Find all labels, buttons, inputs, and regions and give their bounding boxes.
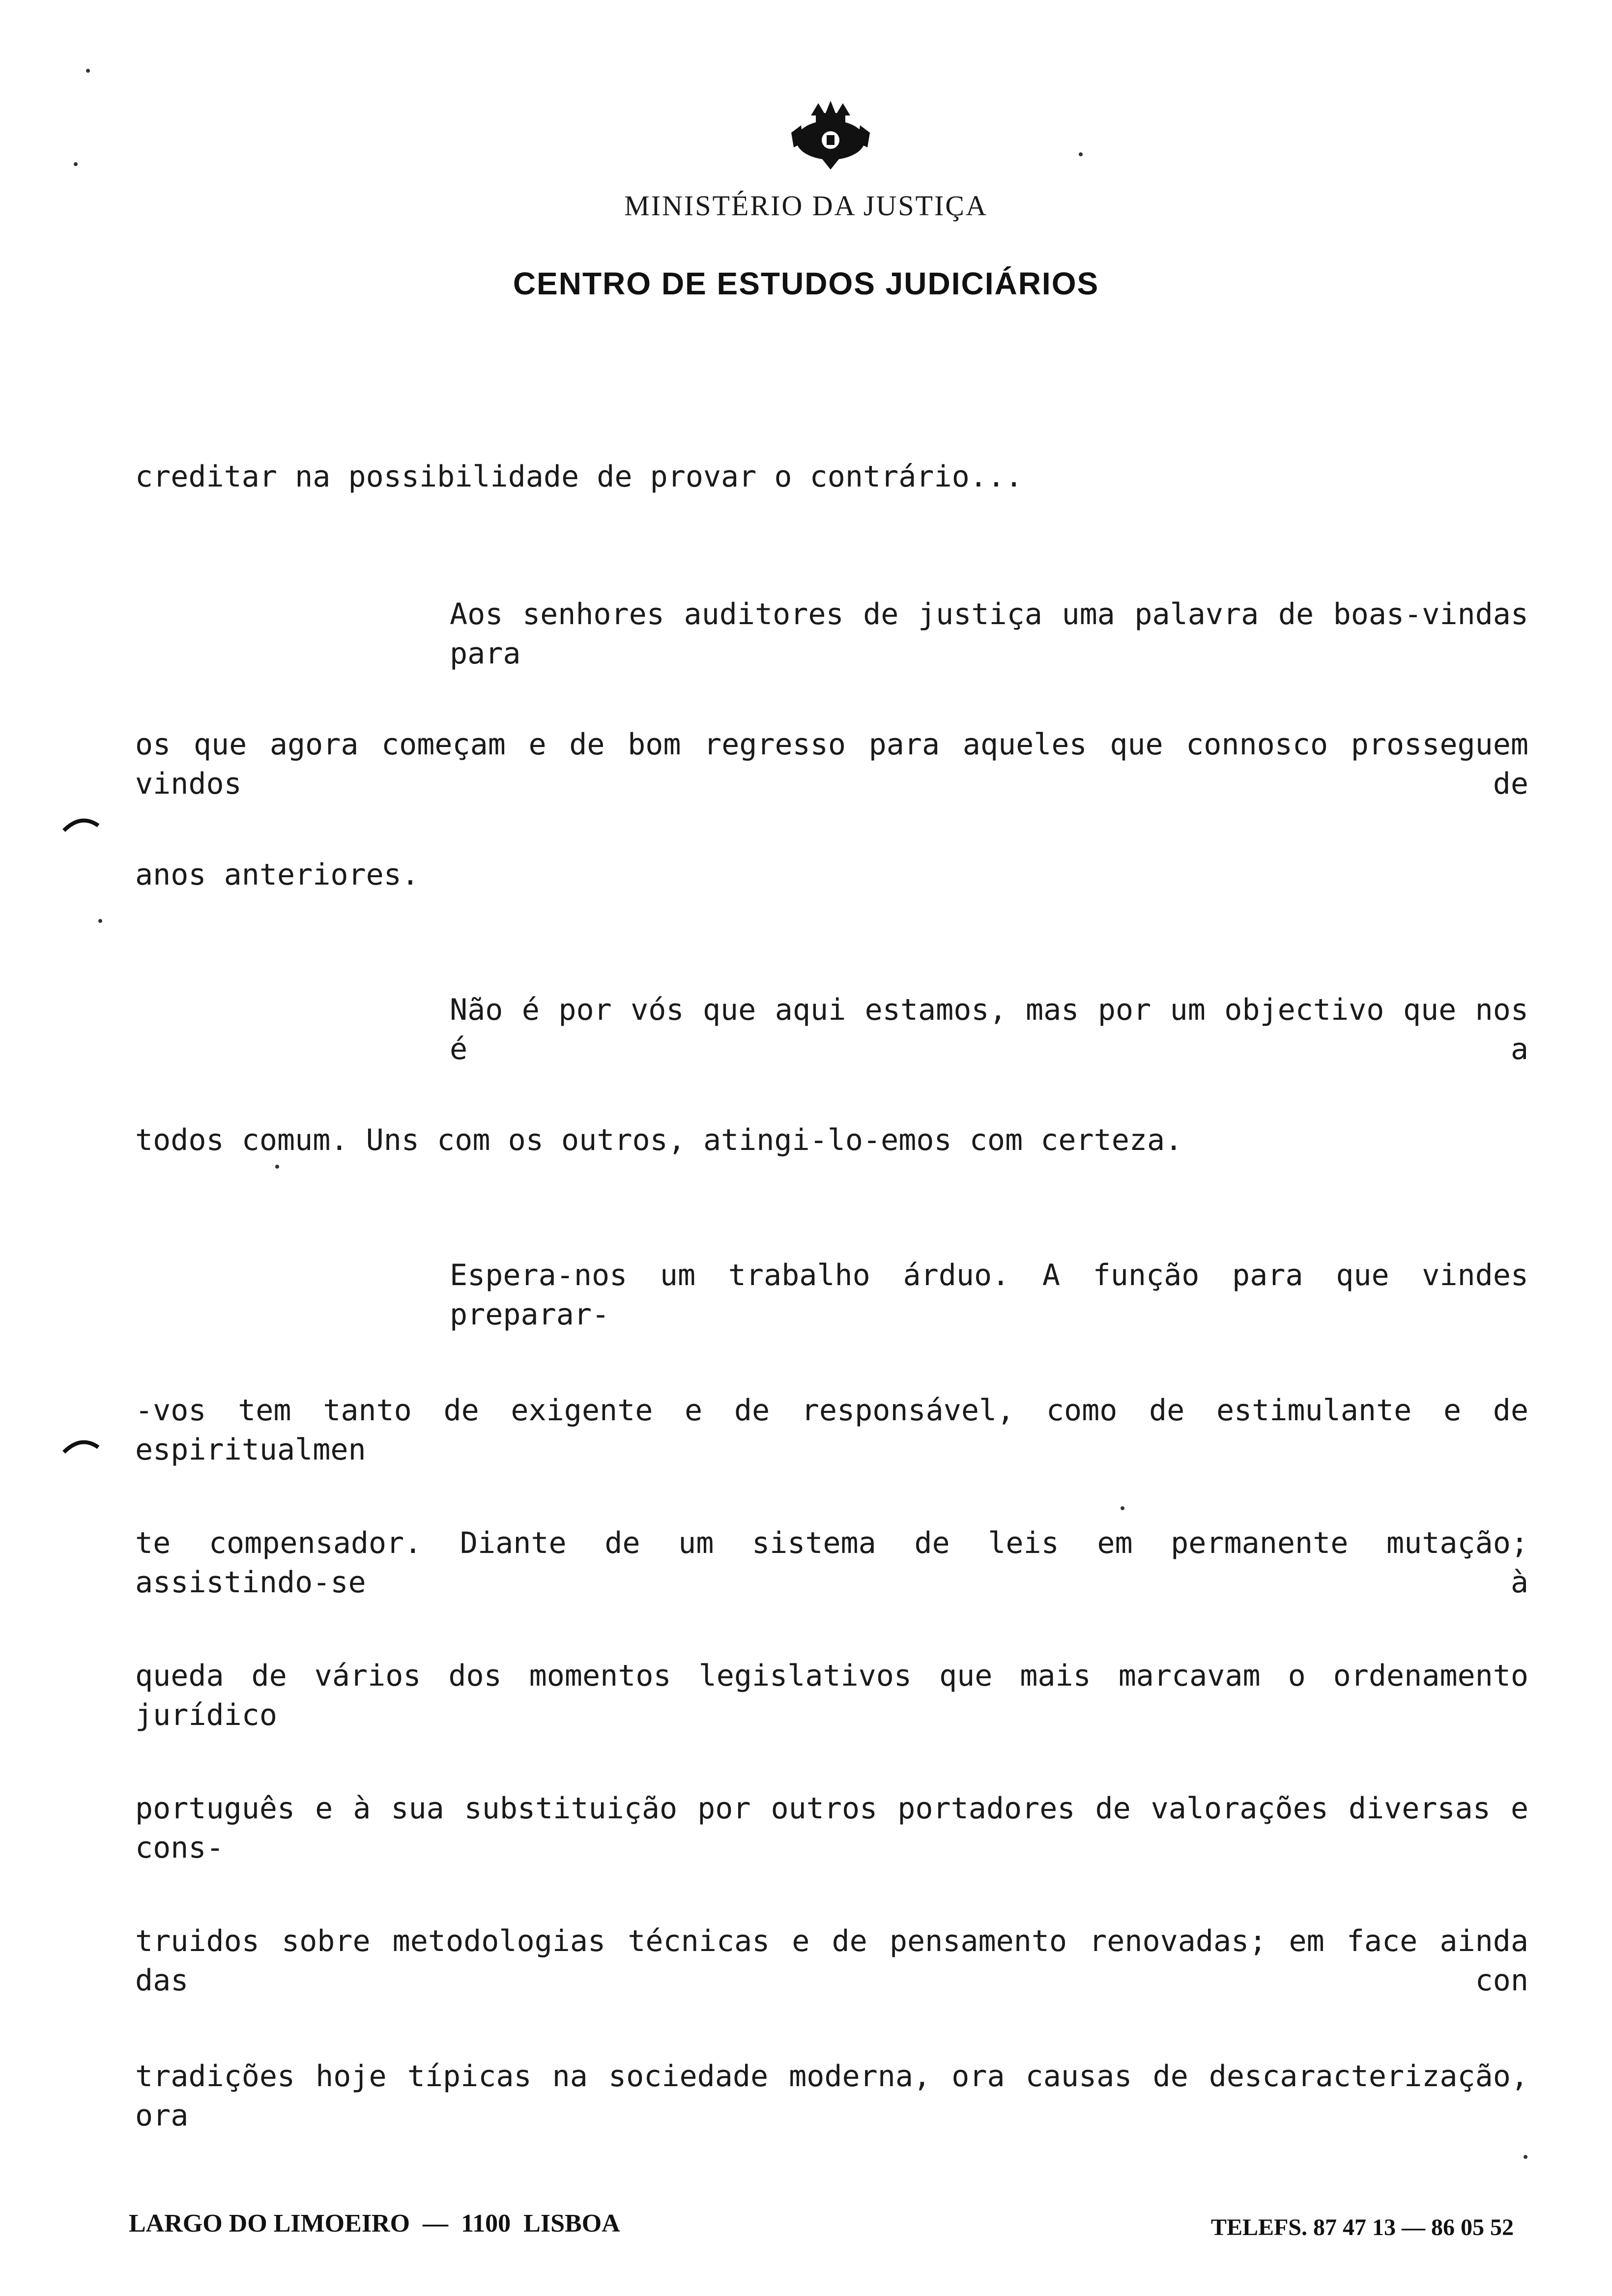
text-line: -vos tem tanto de exigente e de responsável, como de estimulante e de espiritualmen xyxy=(135,1393,1528,1467)
punch-hole-mark-icon xyxy=(61,813,101,833)
text-line: te compensador. Diante de um sistema de leis em permanente mutação; assistindo-se à xyxy=(135,1526,1528,1600)
text-line: creditar na possibilidade de provar o contrário... xyxy=(135,459,1023,494)
footer-address: LARGO DO LIMOEIRO — 1100 LISBOA xyxy=(129,2210,620,2238)
text-line: anos anteriores. xyxy=(135,858,419,892)
text-line: todos comum. Uns com os outros, atingi-lo-emos com certeza. xyxy=(135,1123,1183,1157)
scan-speck xyxy=(98,919,102,923)
scan-speck xyxy=(1121,1506,1124,1510)
scan-speck xyxy=(74,162,78,166)
ministry-title: MINISTÉRIO DA JUSTIÇA xyxy=(624,190,988,222)
text-line: os que agora começam e de bom regresso para aqueles que connosco prosseguem vindos de xyxy=(135,727,1528,801)
text-line: Não é por vós que aqui estamos, mas por um objectivo que nos é a xyxy=(450,993,1528,1066)
text-line: português e à sua substituição por outros portadores de valorações diversas e cons- xyxy=(135,1791,1528,1865)
text-line: tradições hoje típicas na sociedade moderna, ora causas de descaracterização, ora xyxy=(135,2059,1528,2133)
punch-hole-mark-icon xyxy=(61,1435,101,1455)
footer-phones: TELEFS. 87 47 13 — 86 05 52 xyxy=(1210,2214,1514,2240)
scan-speck xyxy=(275,1165,279,1169)
text-line: Aos senhores auditores de justiça uma palavra de boas-vindas para xyxy=(450,597,1528,671)
text-line: truidos sobre metodologias técnicas e de pensamento renovadas; em face ainda das con xyxy=(135,1924,1528,1998)
text-line: Espera-nos um trabalho árduo. A função para que vindes preparar- xyxy=(450,1258,1528,1332)
scan-speck xyxy=(1524,2155,1527,2159)
scan-speck xyxy=(86,69,90,73)
text-line: queda de vários dos momentos legislativos que mais marcavam o ordenamento jurídico xyxy=(135,1659,1528,1732)
scan-speck xyxy=(1079,152,1083,156)
centre-title: CENTRO DE ESTUDOS JUDICIÁRIOS xyxy=(513,266,1099,301)
